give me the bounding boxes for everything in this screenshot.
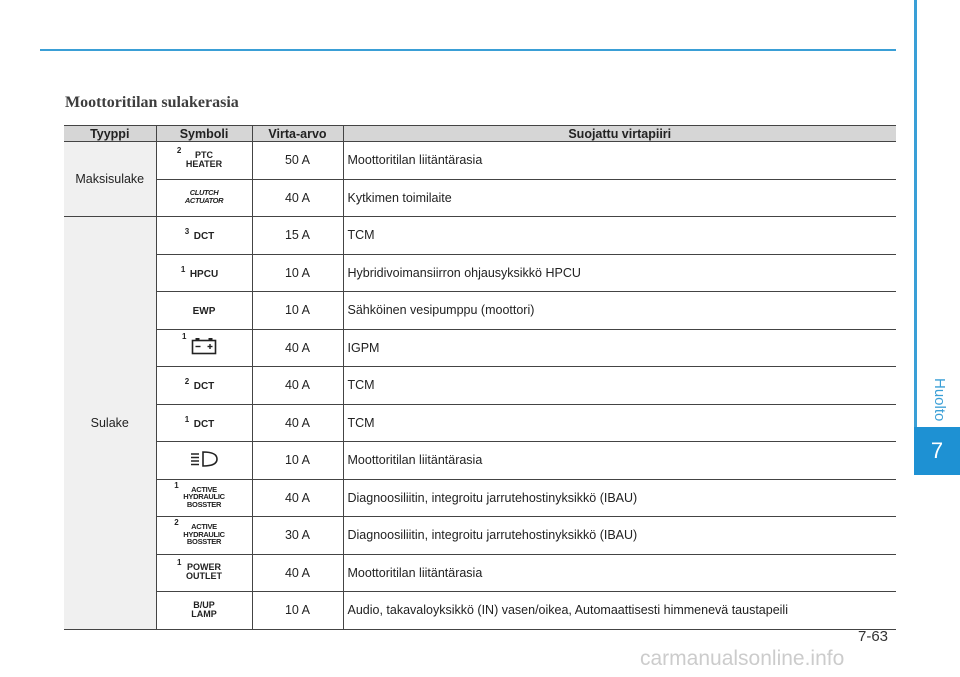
chapter-label: Huolto	[931, 378, 948, 422]
fuse-circuit: IGPM	[343, 329, 896, 367]
symbol-line: DCT	[193, 381, 215, 392]
fuse-symbol	[156, 479, 252, 517]
fuse-rating: 10 A	[252, 442, 343, 480]
symbol-line: PTC	[195, 149, 213, 160]
chapter-number: 7	[914, 427, 960, 475]
symbol-line: ACTUATOR	[184, 196, 224, 206]
fuse-symbol	[156, 554, 252, 592]
group-fuse: Sulake	[64, 217, 156, 630]
section-title: Moottoritilan sulakerasia	[65, 94, 239, 111]
symbol-index: 2	[176, 145, 182, 155]
table-row	[64, 554, 896, 592]
table-row	[64, 442, 896, 480]
fuse-circuit: Kytkimen toimilaite	[343, 179, 896, 217]
header-symbol: Symboli	[156, 126, 252, 142]
fuse-rating: 10 A	[252, 292, 343, 330]
headlamp-icon	[189, 450, 219, 468]
symbol-line: POWER	[186, 562, 221, 573]
symbol-line: DCT	[193, 418, 215, 430]
fuse-circuit: Diagnoosiliitin, integroitu jarrutehostinyksikkö (IBAU)	[343, 517, 896, 555]
fuse-symbol	[156, 404, 252, 442]
table-row	[64, 592, 896, 630]
fuse-rating: 40 A	[252, 554, 343, 592]
symbol-line: CLUTCH	[189, 188, 219, 198]
fuse-rating: 40 A	[252, 179, 343, 217]
fuse-symbol	[156, 592, 252, 630]
group-main: Maksisulake	[64, 142, 156, 217]
symbol-line: BOSSTER	[186, 537, 222, 547]
page-number: 7-63	[858, 628, 889, 645]
fuse-circuit: Sähköinen vesipumppu (moottori)	[343, 292, 896, 330]
table-row	[64, 329, 896, 367]
symbol-line: DCT	[193, 231, 215, 242]
symbol-index: 3	[184, 227, 190, 236]
header-current: Virta-arvo	[252, 126, 343, 142]
header-circuit: Suojattu virtapiiri	[343, 126, 896, 142]
symbol-line: HEATER	[185, 158, 223, 169]
fuse-rating: 10 A	[252, 592, 343, 630]
fuse-symbol	[156, 329, 252, 367]
table-row	[64, 142, 896, 180]
header-type: Tyyppi	[64, 126, 156, 142]
symbol-index: 2	[174, 518, 179, 528]
table-row	[64, 367, 896, 405]
symbol-line: B/UP	[193, 599, 215, 610]
fuse-symbol	[156, 179, 252, 217]
fuse-circuit: Diagnoosiliitin, integroitu jarrutehostinyksikkö (IBAU)	[343, 479, 896, 517]
symbol-line: OUTLET	[186, 571, 222, 582]
fuse-circuit: Moottoritilan liitäntärasia	[343, 554, 896, 592]
table-header-row	[64, 126, 896, 142]
watermark: carmanualsonline.info	[640, 647, 845, 670]
table-row	[64, 479, 896, 517]
fuse-rating: 40 A	[252, 367, 343, 405]
symbol-line: LAMP	[191, 608, 217, 619]
symbol-line: BOSSTER	[186, 499, 222, 509]
fuse-circuit: TCM	[343, 367, 896, 405]
symbol-line: ACTIVE	[191, 484, 217, 494]
fuse-rating: 15 A	[252, 217, 343, 255]
table-row	[64, 254, 896, 292]
symbol-index: 1	[182, 332, 187, 342]
fuse-symbol	[156, 217, 252, 255]
table-row	[64, 179, 896, 217]
fuse-circuit: TCM	[343, 217, 896, 255]
table-row	[64, 217, 896, 255]
fuse-rating: 40 A	[252, 404, 343, 442]
symbol-line: ACTIVE	[191, 522, 217, 532]
fuse-circuit: Audio, takavaloyksikkö (IN) vasen/oikea, Automaattisesti himmenevä taustapeili	[343, 592, 896, 630]
battery-icon	[191, 337, 217, 355]
fuse-symbol	[156, 442, 252, 480]
table-row	[64, 517, 896, 555]
symbol-index: 1	[177, 558, 182, 568]
symbol-index: 1	[184, 414, 190, 424]
fuse-circuit: Hybridivoimansiirron ohjausyksikkö HPCU	[343, 254, 896, 292]
symbol-line: EWP	[192, 306, 216, 317]
table-row	[64, 404, 896, 442]
symbol-index: 1	[180, 264, 186, 274]
top-rule	[40, 49, 896, 51]
fuse-rating: 40 A	[252, 329, 343, 367]
fuse-symbol	[156, 517, 252, 555]
fuse-symbol	[156, 367, 252, 405]
symbol-line: HYDRAULIC	[183, 492, 225, 502]
symbol-index: 2	[184, 377, 190, 386]
chapter-rule	[914, 0, 917, 427]
fuse-circuit: Moottoritilan liitäntärasia	[343, 142, 896, 180]
fuse-circuit: Moottoritilan liitäntärasia	[343, 442, 896, 480]
fuse-symbol	[156, 142, 252, 180]
fuse-rating: 10 A	[252, 254, 343, 292]
fuse-rating: 30 A	[252, 517, 343, 555]
symbol-index: 1	[174, 480, 179, 490]
symbol-line: HPCU	[189, 268, 219, 280]
fuse-table	[64, 125, 896, 630]
fuse-symbol	[156, 292, 252, 330]
fuse-symbol	[156, 254, 252, 292]
symbol-line: HYDRAULIC	[183, 529, 225, 539]
table-row	[64, 292, 896, 330]
fuse-rating: 40 A	[252, 479, 343, 517]
fuse-circuit: TCM	[343, 404, 896, 442]
fuse-rating: 50 A	[252, 142, 343, 180]
